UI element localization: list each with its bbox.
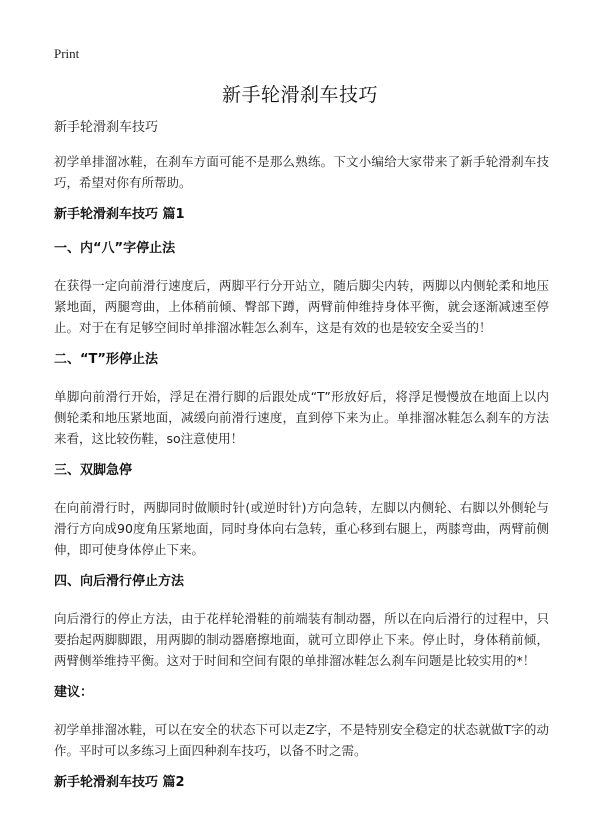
article-subtitle: 新手轮滑刹车技巧: [54, 120, 159, 135]
method-paragraph-1: 在获得一定向前滑行速度后，两脚平行分开站立，随后脚尖内转，两脚以内侧轮柔和地压紧地面，两腿弯曲，上体稍前倾、臀部下蹲，两臂前伸维持身体平衡，就会逐渐减速至停止。对于在有足够空间时单排溜冰鞋怎么刹车，这是有效的也是较安全妥当的！: [54, 278, 549, 335]
article-body: [54, 120, 549, 809]
method-heading-4: 四、向后滑行停止方法: [54, 574, 185, 589]
method-heading-3: 三、双脚急停: [54, 463, 133, 478]
advice-paragraph: 初学单排溜冰鞋，可以在安全的状态下可以走Z字，不是特别安全稳定的状态就做T字的动作。平时可以多练习上面四种刹车技巧，以备不时之需。: [54, 722, 549, 758]
section-heading-part2: 新手轮滑刹车技巧 篇2: [54, 775, 185, 790]
method-paragraph-2: 单脚向前滑行开始，浮足在滑行脚的后跟处成“T”形放好后，将浮足慢慢放在地面上以内侧轮柔和地压紧地面，减缓向前滑行速度，直到停下来为止。单排溜冰鞋怎么刹车的方法来看，这比较伤鞋，so注意使用！: [54, 389, 549, 446]
method-paragraph-4: 向后滑行的停止方法，由于花样轮滑鞋的前端装有制动器，所以在向后滑行的过程中，只要抬起两脚脚跟，用两脚的制动器磨擦地面，就可立即停止下来。停止时，身体稍前倾，两臂侧举维持平衡。这对于时间和空间有限的单排溜冰鞋怎么刹车问题是比较实用的*！: [54, 611, 549, 668]
section-heading-part1: 新手轮滑刹车技巧 篇1: [54, 207, 185, 222]
method-heading-1: 一、内“八”字停止法: [54, 241, 176, 256]
print-link[interactable]: Print: [54, 46, 80, 61]
advice-heading: 建议：: [54, 685, 94, 700]
method-heading-2: 二、“T”形停止法: [54, 352, 158, 367]
method-paragraph-3: 在向前滑行时，两脚同时做顺时针(或逆时针)方向急转，左脚以内侧轮、右脚以外侧轮与滑行方向成90度角压紧地面，同时身体向右急转，重心移到右腿上，两膝弯曲，两臂前侧伸，即可使身体停止下来。: [54, 500, 549, 557]
page-title: 新手轮滑刹车技巧: [221, 84, 378, 106]
intro-paragraph: 初学单排溜冰鞋，在刹车方面可能不是那么熟练。下文小编给大家带来了新手轮滑刹车技巧，希望对你有所帮助。: [54, 154, 549, 190]
